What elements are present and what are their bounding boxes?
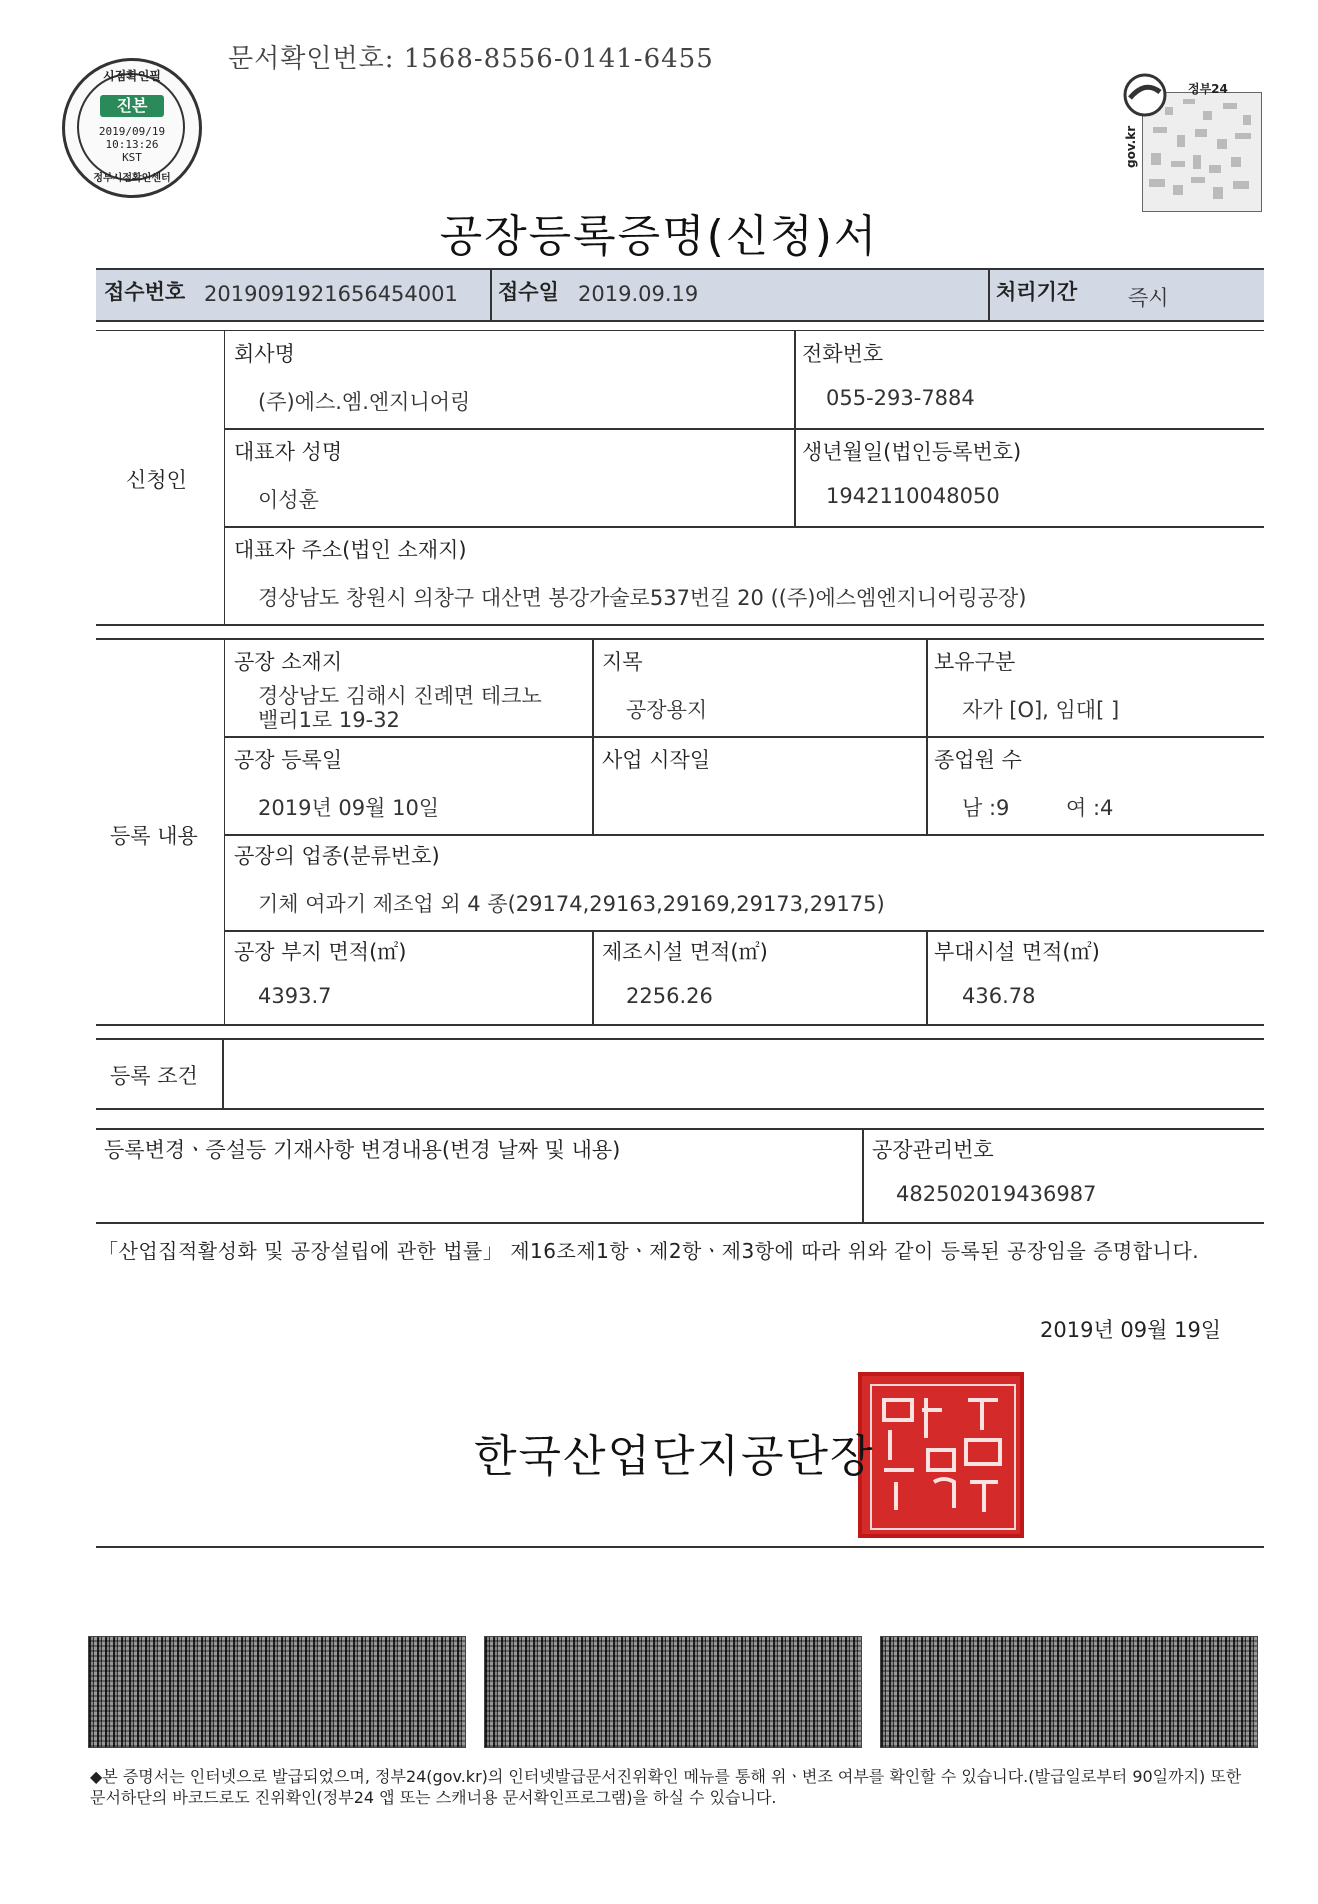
divider xyxy=(224,330,225,626)
receipt-no-value: 20190919216564540​01 xyxy=(204,282,458,306)
divider xyxy=(96,1222,1264,1224)
divider xyxy=(592,640,594,836)
seal-bottom-text: 정부시점확인센터 xyxy=(93,173,171,184)
land-category-value: 공장용지 xyxy=(626,698,708,722)
ownership-value: 자가 [O], 임대[ ] xyxy=(962,698,1120,722)
phone-value: 055-293-7884 xyxy=(826,386,975,410)
seal-top-text: 시점확인필 xyxy=(103,69,161,83)
divider xyxy=(224,930,1264,932)
divider xyxy=(988,270,990,320)
issue-date: 2019년 09월 19일 xyxy=(1040,1318,1222,1342)
document-title: 공장등록증명(신청)서 xyxy=(439,211,879,262)
official-seal-stamp xyxy=(858,1372,1024,1538)
divider xyxy=(490,270,492,320)
registration-date-label: 공장 등록일 xyxy=(234,748,343,772)
birth-reg-label: 생년월일(법인등록번호) xyxy=(802,440,1022,464)
divider xyxy=(96,268,1264,270)
receipt-date-label: 접수일 xyxy=(498,280,559,304)
verification-barcode-3 xyxy=(880,1636,1258,1748)
divider xyxy=(926,640,928,836)
processing-period-value: 즉시 xyxy=(1128,286,1169,310)
divider xyxy=(96,1108,1264,1110)
verification-seal xyxy=(62,58,202,198)
verification-barcode-2 xyxy=(484,1636,862,1748)
divider xyxy=(224,834,1264,836)
gov-url: gov.kr xyxy=(1124,125,1138,168)
divider xyxy=(224,640,225,1026)
employee-count-label: 종업원 수 xyxy=(934,748,1022,772)
divider xyxy=(96,1128,1264,1130)
phone-label: 전화번호 xyxy=(802,342,884,366)
divider xyxy=(96,638,1264,640)
industry-value: 기체 여과기 제조업 외 4 종(29174,29163,29169,29173,29175) xyxy=(258,892,885,916)
seal-tz: KST xyxy=(122,151,142,164)
seal-time: 10:13:26 xyxy=(105,138,159,151)
address-label: 대표자 주소(법인 소재지) xyxy=(234,538,467,562)
receipt-date-value: 2019.09.19 xyxy=(578,282,699,306)
gov24-label: 정부24 xyxy=(1188,82,1228,96)
factory-location-line1: 경상남도 김해시 진례면 테크노 xyxy=(258,684,542,708)
representative-label: 대표자 성명 xyxy=(234,440,343,464)
seal-badge: 진본 xyxy=(100,95,164,117)
registration-date-value: 2019년 09월 10일 xyxy=(258,796,440,820)
site-area-value: 4393.7 xyxy=(258,984,332,1008)
company-name-label: 회사명 xyxy=(234,342,295,366)
divider xyxy=(96,1024,1264,1026)
divider xyxy=(926,932,928,1026)
aux-area-value: 436.78 xyxy=(962,984,1036,1008)
employee-female-value: 여 :4 xyxy=(1066,796,1114,820)
processing-period-label: 처리기간 xyxy=(996,280,1078,304)
receipt-no-label: 접수번호 xyxy=(104,280,186,304)
applicant-section-label: 신청인 xyxy=(126,468,187,492)
kop-logo-icon xyxy=(1122,72,1168,118)
divider xyxy=(222,1040,224,1110)
aux-area-label: 부대시설 면적(㎡) xyxy=(934,940,1100,964)
business-start-label: 사업 시작일 xyxy=(602,748,711,772)
divider xyxy=(96,624,1264,626)
divider xyxy=(224,428,1264,430)
site-area-label: 공장 부지 면적(㎡) xyxy=(234,940,407,964)
verification-footnote: ◆본 증명서는 인터넷으로 발급되었으며, 정부24(gov.kr)의 인터넷발급문서진위확인 메뉴를 통해 위ㆍ변조 여부를 확인할 수 있습니다.(발급일로부터 90일까지) 또한 문서하단의 바코드로도 진위확인(정부24 앱 또는 스캐너용 문서확인프로그램)을 하실 수 있습니다. xyxy=(90,1767,1242,1807)
land-category-label: 지목 xyxy=(602,650,643,674)
factory-location-line2: 밸리1로 19-32 xyxy=(258,708,400,732)
employee-male-value: 남 :9 xyxy=(962,796,1010,820)
divider xyxy=(224,736,1264,738)
mfg-area-label: 제조시설 면적(㎡) xyxy=(602,940,768,964)
industry-label: 공장의 업종(분류번호) xyxy=(234,844,440,868)
divider xyxy=(96,320,1264,322)
seal-timestamp xyxy=(65,125,199,164)
change-history-label: 등록변경ㆍ증설등 기재사항 변경내용(변경 날짜 및 내용) xyxy=(104,1138,621,1162)
divider xyxy=(96,330,1264,331)
document-confirm-number: 문서확인번호: 1568-8556-0141-6455 xyxy=(228,44,714,74)
divider xyxy=(592,932,594,1026)
conditions-label: 등록 조건 xyxy=(110,1064,198,1088)
factory-mgmt-no-value: 482502019436987 xyxy=(896,1182,1097,1206)
issuer-name: 한국산업단지공단장 xyxy=(474,1431,875,1482)
registration-section-label: 등록 내용 xyxy=(110,824,198,848)
verification-barcode-1 xyxy=(88,1636,466,1748)
factory-mgmt-no-label: 공장관리번호 xyxy=(872,1138,994,1162)
divider xyxy=(96,1038,1264,1040)
birth-reg-value: 1942110048050 xyxy=(826,484,1000,508)
divider xyxy=(224,526,1264,528)
ownership-label: 보유구분 xyxy=(934,650,1016,674)
mfg-area-value: 2256.26 xyxy=(626,984,713,1008)
address-value: 경상남도 창원시 의창구 대산면 봉강가술로537번길 20 ((주)에스엠엔지니어링공장) xyxy=(258,586,1027,610)
certification-statement: 「산업집적활성화 및 공장설립에 관한 법률」 제16조제1항ㆍ제2항ㆍ제3항에 따라 위와 같이 등록된 공장임을 증명합니다. xyxy=(98,1239,1200,1263)
factory-location-label: 공장 소재지 xyxy=(234,650,343,674)
seal-date: 2019/09/19 xyxy=(98,125,166,138)
representative-value: 이성훈 xyxy=(258,488,319,512)
divider xyxy=(862,1130,864,1224)
stamp-pattern-icon xyxy=(876,1390,1006,1520)
company-name-value: (주)에스.엠.엔지니어링 xyxy=(258,390,471,414)
divider xyxy=(96,1546,1264,1548)
